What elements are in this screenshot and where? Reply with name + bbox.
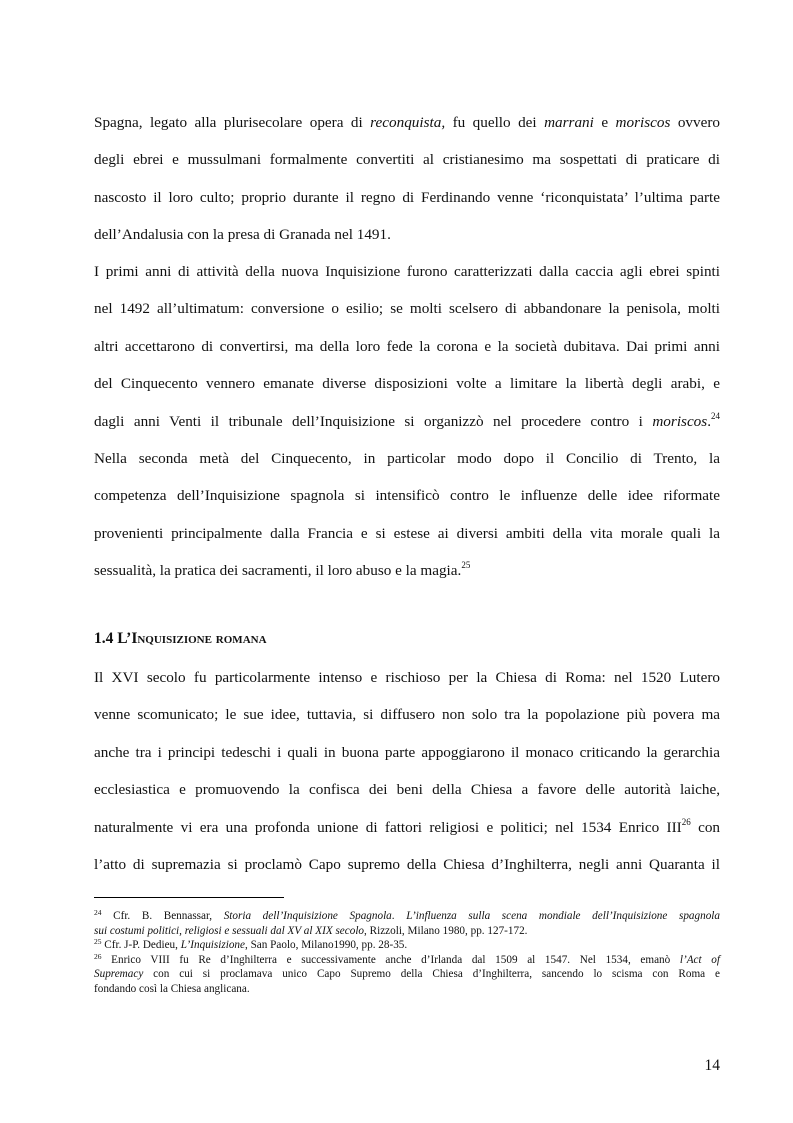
text-line: naturalmente vi era una profonda unione di fattori religiosi e politici; nel 1534 Enrico III$^{26}$ con (94, 816, 721, 836)
text-line: nascosto il loro culto; proprio durante il regno di Ferdinando venne ‘riconquistata’ l’ultima parte (94, 188, 720, 206)
text-line: Il XVI secolo fu particolarmente intenso e rischioso per la Chiesa di Roma: nel 1520 Lutero (94, 669, 720, 686)
paragraph-early-years (94, 253, 720, 590)
text-line: provenienti principalmente dalla Francia e si estese ai diversi ambiti della vita morale quali la (94, 524, 720, 542)
text-line: nel 1492 all’ultimatum: conversione o esilio; se molti scelsero di abbandonare la penisola, molti (94, 300, 720, 318)
text-line: competenza dell’Inquisizione spagnola si intensificò contro le influenze delle idee riformate (94, 487, 720, 505)
footnote-25: $^{25}$ Cfr. J-P. Dedieu, L’Inquisizione, San Paolo, Milano1990, pp. 28-35. (94, 937, 408, 952)
footnote-separator (94, 897, 284, 898)
footnote-ref-24[interactable]: 24 (711, 410, 720, 421)
footnote-ref-26[interactable]: 26 (681, 816, 691, 827)
text-line: sessualità, la pratica dei sacramenti, il loro abuso e la magia.$^{25}$ (94, 560, 471, 580)
footnote-ref-25[interactable]: 25 (461, 560, 471, 571)
footnote-24: $^{24}$ Cfr. B. Bennassar, Storia dell’Inquisizione Spagnola. L’influenza sulla scena mondiale dell’Inquisizione spagnola sui costumi politici, religiosi e sessuali dal XV al XIX secolo, Rizzoli, Milano 1980, pp. 127-172. (94, 908, 721, 937)
footnotes (94, 909, 720, 997)
text-line: anche tra i principi tedeschi i quali in buona parte appoggiarono il monaco criticando la gerarchia (94, 743, 720, 761)
text-line: del Cinquecento vennero emanate diverse disposizioni volte a limitare la libertà degli arabi, e (94, 375, 720, 393)
paragraph-roman-inquisition (94, 659, 720, 883)
text-line: dagli anni Venti il tribunale dell’Inquisizione si organizzò nel procedere contro i moriscos.$^{24}$ (94, 410, 720, 430)
text-line: dell’Andalusia con la presa di Granada nel 1491. (94, 226, 391, 244)
section-heading: 1.4 L’Inquisizione romana (94, 630, 267, 647)
page-number: 14 (704, 1057, 720, 1074)
text-line: ecclesiastica e promuovendo la confisca dei beni della Chiesa a favore delle autorità laiche, (94, 781, 720, 799)
text-line: I primi anni di attività della nuova Inquisizione furono caratterizzati dalla caccia agli ebrei spinti (94, 263, 720, 280)
paragraph-spain (94, 104, 720, 254)
text-line: Nella seconda metà del Cinquecento, in particolar modo dopo il Concilio di Trento, la (94, 449, 720, 467)
text-line: venne scomunicato; le sue idee, tuttavia, si diffusero non solo tra la popolazione più povera ma (94, 706, 720, 724)
text-line: degli ebrei e mussulmani formalmente convertiti al cristianesimo ma sospettati di praticare di (94, 151, 720, 169)
text-line: Spagna, legato alla plurisecolare opera di reconquista, fu quello dei marrani e moriscos ovvero (94, 114, 720, 131)
text-line: altri accettarono di convertirsi, ma della loro fede la corona e la società dubitava. Dai primi anni (94, 337, 720, 355)
text-line: l’atto di supremazia si proclamò Capo supremo della Chiesa d’Inghilterra, negli anni Quaranta il (94, 855, 720, 873)
footnote-26: $^{26}$ Enrico VIII fu Re d’Inghilterra e successivamente anche d’Irlanda dal 1509 al 1547. Nel 1534, emanò l’Act of Supremacy con cui si proclamava unico Capo Supremo della Chiesa d’Inghilterra, sancendo lo scisma con Roma e fondando così la Chiesa anglicana. (94, 951, 720, 995)
